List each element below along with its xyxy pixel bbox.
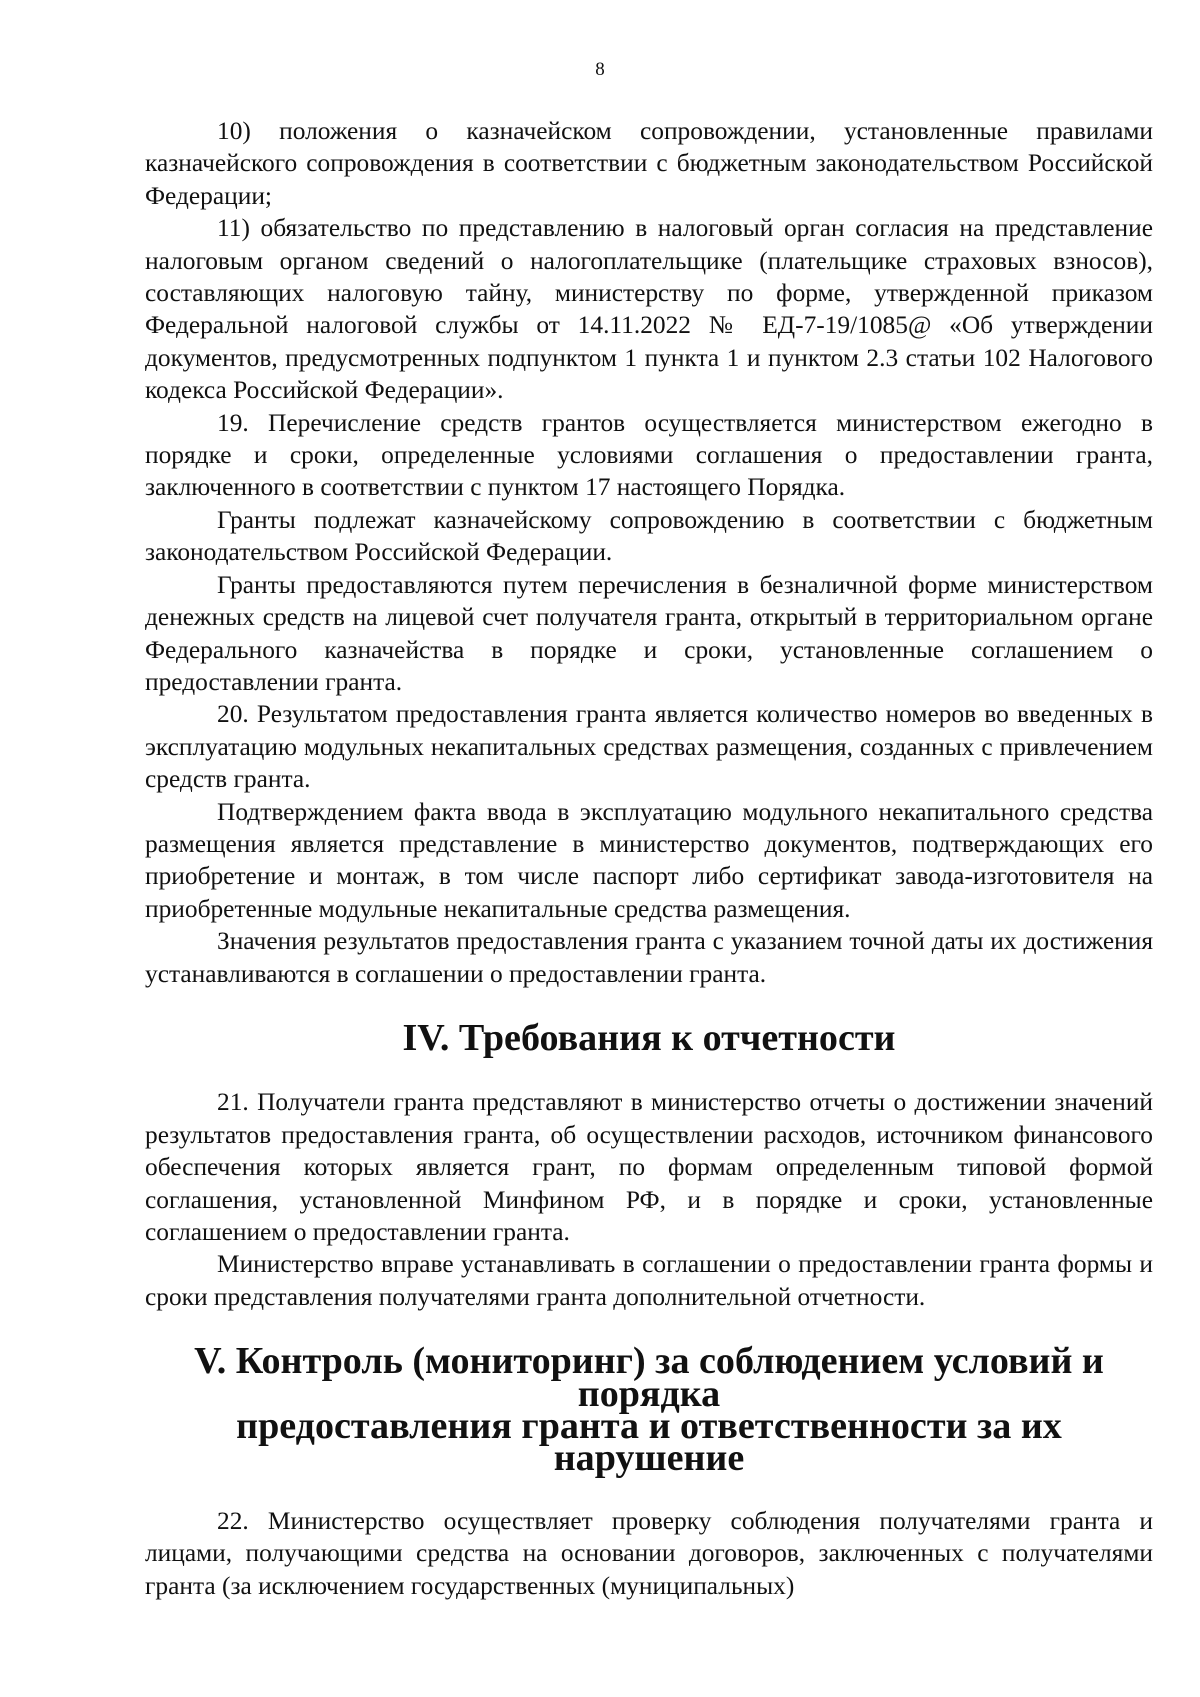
- paragraph-additional-reporting: Министерство вправе устанавливать в соглашении о предоставлении гранта формы и сроки представления получателями гранта дополнительной отчетности.: [145, 1250, 1153, 1311]
- paragraph-treasury-support: Гранты подлежат казначейскому сопровождению в соответствии с бюджетным законодательством Российской Федерации.: [145, 505, 1153, 567]
- section-heading-v-line-1: V. Контроль (мониторинг) за соблюдением условий и порядка: [194, 1340, 1104, 1415]
- document-body: [145, 115, 1153, 1602]
- paragraph-grant-transfer: Гранты предоставляются путем перечисления в безналичной форме министерством денежных средств на лицевой счет получателя гранта, открытый в территориальном органе Федерального казначейства в порядке и сроки, установленные соглашением о предоставлении гранта.: [145, 570, 1153, 696]
- paragraph-item-11: 11) обязательство по представлению в налоговый орган согласия на представление налоговым органом сведений о налогоплательщике (плательщике страховых взносов), составляющих налоговую тайну, министерству по форме, утвержденной приказом Федеральной налоговой службы от 14.11.2022 № ЕД-7-19/1085@ «Об утверждении документов, предусмотренных подпунктом 1 пункта 1 и пунктом 2.3 статьи 102 Налогового кодекса Российской Федерации».: [145, 214, 1153, 405]
- paragraph-clause-19: 19. Перечисление средств грантов осуществляется министерством ежегодно в порядке и сроки, определенные условиями соглашения о предоставлении гранта, заключенного в соответствии с пунктом 17 настоящего Порядка.: [145, 408, 1153, 502]
- paragraph-commissioning-proof: Подтверждением факта ввода в эксплуатацию модульного некапитального средства размещения является представление в министерство документов, подтверждающих его приобретение и монтаж, в том числе паспорт либо сертификат завода-изготовителя на приобретенные модульные некапитальные средства размещения.: [145, 797, 1153, 923]
- paragraph-result-values: Значения результатов предоставления гранта с указанием точной даты их достижения устанавливаются в соглашении о предоставлении гранта.: [145, 927, 1153, 988]
- section-heading-v-line-2: предоставления гранта и ответственности за их нарушение: [236, 1405, 1062, 1480]
- section-heading-iv: IV. Требования к отчетности: [402, 1016, 896, 1059]
- paragraph-clause-20: 20. Результатом предоставления гранта является количество номеров во введенных в эксплуатацию модульных некапитальных средствах размещения, созданных с привлечением средств гранта.: [145, 700, 1153, 794]
- section-heading-v: [145, 1340, 1153, 1480]
- paragraph-clause-21: 21. Получатели гранта представляют в министерство отчеты о достижении значений результатов предоставления гранта, об осуществлении расходов, источником финансового обеспечения которых является грант, по формам определенным типовой формой соглашения, установленной Минфином РФ, и в порядке и сроки, установленные соглашением о предоставлении гранта.: [145, 1088, 1153, 1246]
- page-number: 8: [595, 59, 605, 80]
- paragraph-clause-22: 22. Министерство осуществляет проверку соблюдения получателями гранта и лицами, получающими средства на основании договоров, заключенных с получателями гранта (за исключением государственных (муниципальных): [145, 1506, 1153, 1600]
- paragraph-item-10: 10) положения о казначейском сопровождении, установленные правилами казначейского сопровождения в соответствии с бюджетным законодательством Российской Федерации;: [145, 117, 1153, 210]
